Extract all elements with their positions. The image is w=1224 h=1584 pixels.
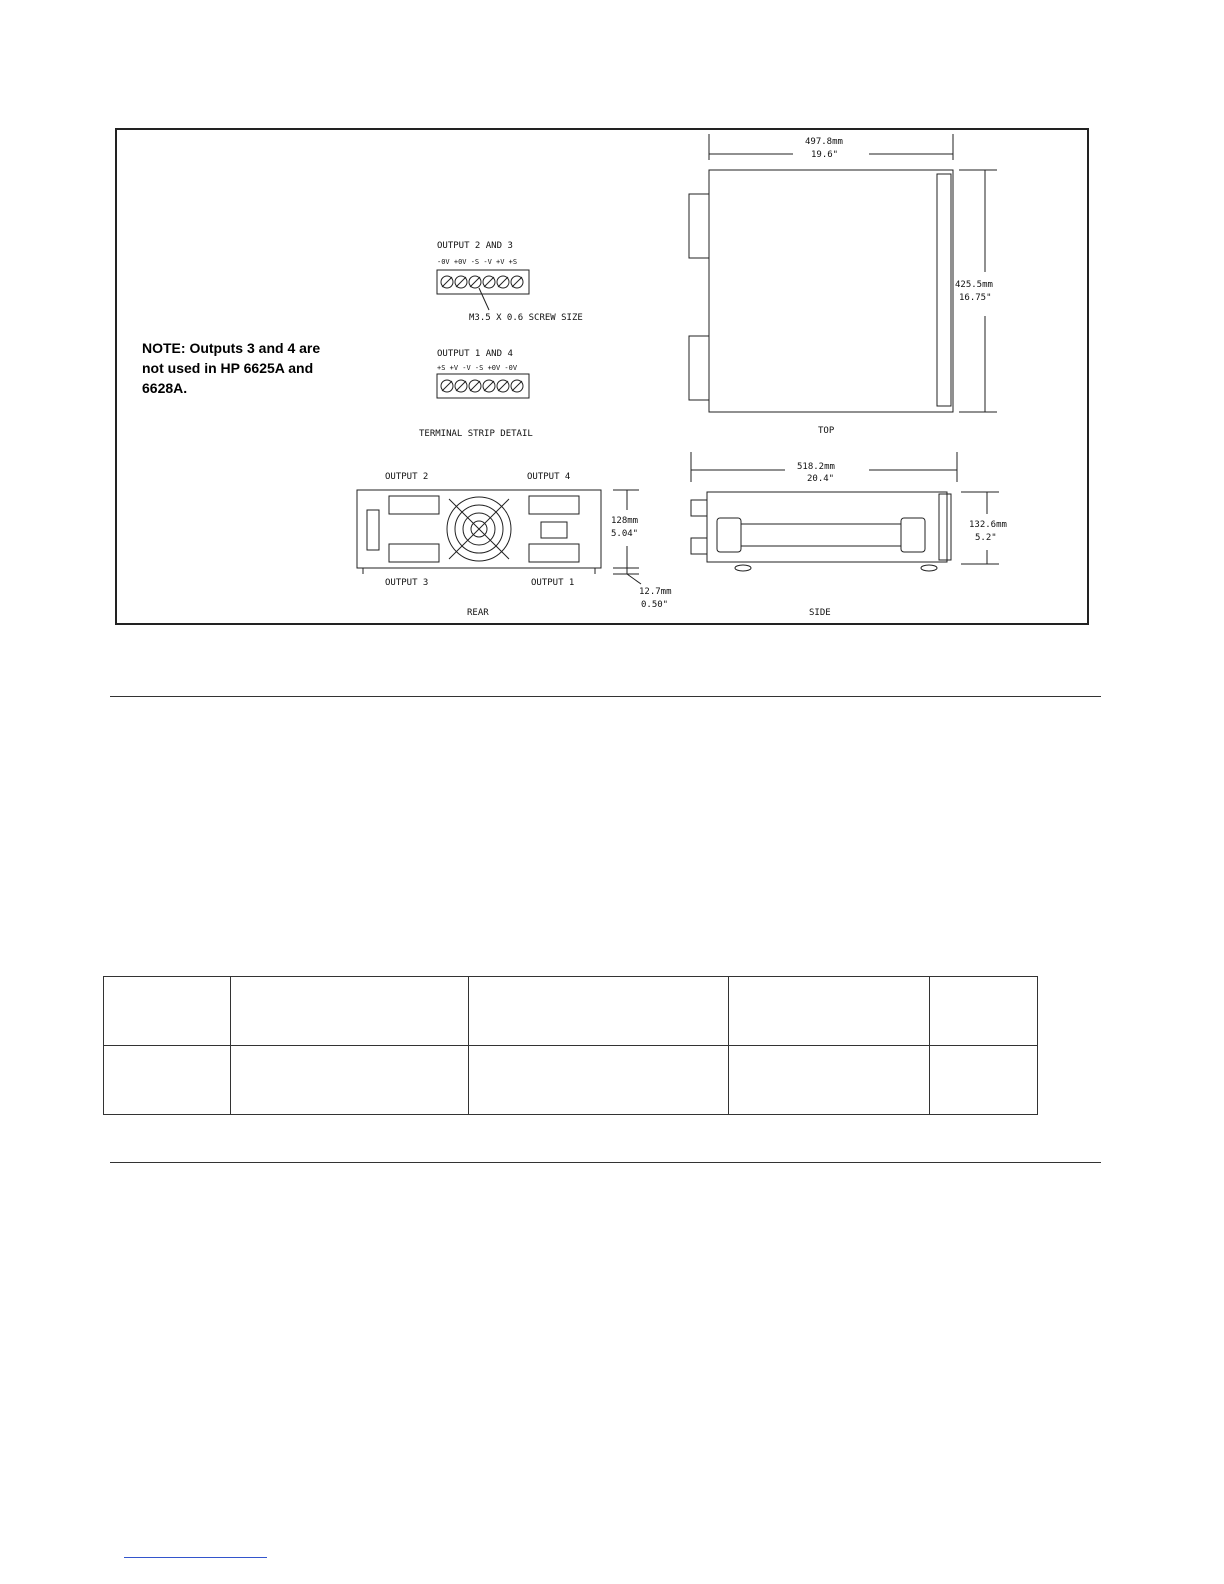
side-view-foot-right — [921, 565, 937, 571]
table-cell — [231, 1046, 469, 1115]
side-length-mm: 518.2mm — [797, 462, 835, 472]
outputs-note: NOTE: Outputs 3 and 4 are not used in HP 6625A and 6628A. — [142, 340, 321, 396]
top-view-front-panel — [937, 174, 951, 406]
side-view-caption: SIDE — [809, 608, 831, 618]
top-depth-in: 16.75" — [959, 293, 992, 303]
terminal-strip-detail — [419, 241, 583, 439]
rear-foot-in: 0.50" — [641, 600, 669, 610]
rear-terminal-output-4 — [529, 496, 579, 514]
top-view-caption: TOP — [818, 426, 835, 436]
rear-terminal-output-3 — [389, 544, 439, 562]
fan-grille-icon — [447, 497, 511, 561]
table-cell — [729, 1046, 930, 1115]
specification-table — [103, 976, 1038, 1115]
output-23-pins: -0V +0V -S -V +V +S — [437, 258, 518, 266]
top-width-in: 19.6" — [811, 150, 839, 160]
rear-output-3-label: OUTPUT 3 — [385, 578, 429, 588]
rear-view-caption: REAR — [467, 608, 489, 618]
rear-foot-mm: 12.7mm — [639, 587, 672, 597]
rear-height-in: 5.04" — [611, 529, 639, 539]
rear-output-4-label: OUTPUT 4 — [527, 472, 571, 482]
side-view-handle-right — [901, 518, 925, 552]
table-cell — [729, 977, 930, 1046]
rear-terminal-output-1 — [529, 544, 579, 562]
section-divider-bottom — [110, 1162, 1101, 1163]
table-cell — [469, 977, 729, 1046]
rear-terminal-output-2 — [389, 496, 439, 514]
output-14-title: OUTPUT 1 AND 4 — [437, 349, 513, 359]
top-view-connector-upper — [689, 194, 709, 258]
side-height-mm: 132.6mm — [969, 520, 1007, 530]
output-14-pins: +S +V -V -S +0V -0V — [437, 364, 518, 372]
table-cell — [231, 977, 469, 1046]
table-cell — [104, 977, 231, 1046]
side-view-front-panel — [939, 494, 951, 560]
side-height-in: 5.2" — [975, 533, 997, 543]
side-length-in: 20.4" — [807, 474, 835, 484]
side-view-foot-left — [735, 565, 751, 571]
output-23-title: OUTPUT 2 AND 3 — [437, 241, 513, 251]
screw-size-label: M3.5 X 0.6 SCREW SIZE — [469, 313, 583, 323]
table-cell — [469, 1046, 729, 1115]
rear-switch — [541, 522, 567, 538]
terminal-strip-caption: TERMINAL STRIP DETAIL — [419, 429, 533, 439]
top-view-chassis — [709, 170, 953, 412]
terminal-screws-23 — [441, 276, 523, 288]
rear-output-2-label: OUTPUT 2 — [385, 472, 429, 482]
table-cell — [104, 1046, 231, 1115]
side-view-connector-upper — [691, 500, 707, 516]
top-width-mm: 497.8mm — [805, 137, 843, 147]
section-divider-top — [110, 696, 1101, 697]
table-cell — [930, 977, 1038, 1046]
footer-link-underline[interactable] — [124, 1557, 267, 1558]
top-depth-mm: 425.5mm — [955, 280, 993, 290]
side-view — [691, 452, 1007, 618]
table-row — [104, 977, 1038, 1046]
table-cell — [930, 1046, 1038, 1115]
terminal-screws-14 — [441, 380, 523, 392]
rear-view — [357, 472, 672, 618]
side-view-handle-left — [717, 518, 741, 552]
rear-output-1-label: OUTPUT 1 — [531, 578, 575, 588]
table-row — [104, 1046, 1038, 1115]
top-view — [689, 134, 997, 436]
side-view-connector-lower — [691, 538, 707, 554]
top-view-connector-lower — [689, 336, 709, 400]
rear-height-mm: 128mm — [611, 516, 639, 526]
rear-connector-left — [367, 510, 379, 550]
